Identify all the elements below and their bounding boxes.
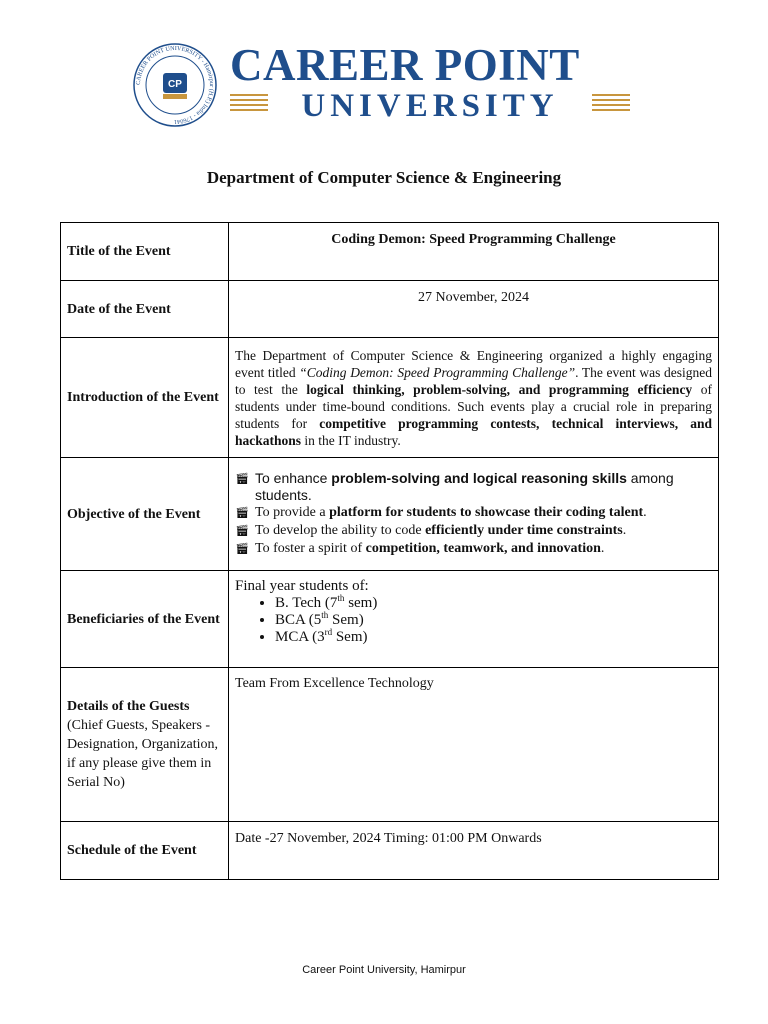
value-date: 27 November, 2024 (229, 281, 719, 338)
department-title: Department of Computer Science & Engineering (206, 168, 562, 187)
clapperboard-icon: 🎬︎ (235, 473, 249, 485)
row-schedule (61, 822, 719, 880)
label-introduction: Introduction of the Event (61, 338, 229, 458)
list-item: • BCA (5th Sem) (275, 612, 712, 629)
row-date (61, 281, 719, 338)
value-schedule: Date -27 November, 2024 Timing: 01:00 PM Onwards (229, 822, 719, 880)
label-objective: Objective of the Event (61, 458, 229, 571)
value-beneficiaries (229, 571, 719, 668)
list-item: • B. Tech (7th sem) (275, 595, 712, 612)
clapperboard-icon: 🎬︎ (235, 525, 249, 537)
label-title: Title of the Event (61, 223, 229, 281)
beneficiaries-intro: Final year students of: (235, 578, 369, 594)
beneficiaries-list (235, 595, 712, 646)
value-title: Coding Demon: Speed Programming Challenge (229, 223, 719, 281)
brand-name-bottom (230, 88, 630, 124)
objective-item: 🎬︎ To enhance problem-solving and logical reasoning skills among students. (235, 470, 674, 503)
clapperboard-icon: 🎬︎ (235, 507, 249, 519)
event-name-italic: “Coding Demon: Speed Programming Challenge” (299, 364, 576, 380)
label-schedule: Schedule of the Event (61, 822, 229, 880)
decorative-lines-left (230, 94, 268, 118)
clapperboard-icon: 🎬︎ (235, 543, 249, 555)
row-beneficiaries (61, 571, 719, 668)
university-seal-icon (132, 42, 218, 128)
value-objective (229, 458, 719, 571)
label-guests: Details of the Guests (Chief Guests, Speakers - Designation, Organization, if any please give them in Serial No) (61, 668, 229, 822)
seal-text: CAREER POINT UNIVERSITY - Hamirpur (H.P.) India - 176041 (134, 44, 216, 126)
list-item: • MCA (3rd Sem) (275, 629, 712, 646)
value-guests: Team From Excellence Technology (229, 668, 719, 822)
decorative-lines-right (592, 94, 630, 118)
row-introduction (61, 338, 719, 458)
seal-badge: CP (168, 79, 182, 90)
brand-name-top: CAREER POINT (230, 40, 580, 90)
row-guests (61, 668, 719, 822)
row-title (61, 223, 719, 281)
event-report-table (60, 222, 719, 880)
label-beneficiaries: Beneficiaries of the Event (61, 571, 229, 668)
university-header (130, 40, 640, 130)
row-objective (61, 458, 719, 571)
page-footer: Career Point University, Hamirpur (302, 964, 466, 976)
objective-item: 🎬︎ To foster a spirit of competition, teamwork, and innovation. (235, 541, 605, 556)
objective-item: 🎬︎ To provide a platform for students to showcase their coding talent. (235, 505, 647, 520)
brand-word-university: UNIVERSITY (301, 88, 559, 124)
value-introduction: The Department of Computer Science & Engineering organized a highly engaging event titled “Coding Demon: Speed Programming Challenge”. The event was designed to test the logical thinking, problem-solving, and programming efficiency of students under time-bound conditions. Such events play a crucial role in preparing students for competitive programming contests, technical interviews, and hackathons in the IT industry. (229, 338, 719, 458)
objective-item: 🎬︎ To develop the ability to code efficiently under time constraints. (235, 523, 627, 538)
label-date: Date of the Event (61, 281, 229, 338)
